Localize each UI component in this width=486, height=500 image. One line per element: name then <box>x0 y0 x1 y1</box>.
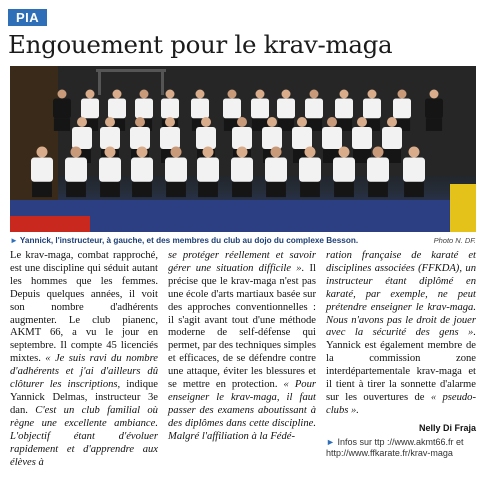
yellow-mat <box>450 184 476 232</box>
quote-2: C'est un club familial où règne une excellente ambiance. L'objectif étant d'évoluer rapidement et d'apprendre aux élèves à <box>10 404 158 468</box>
commission-text: Yannick est également membre de la commission zone interdépartementale krav-maga et il tient à tirer la sonnette d'alarme sur les ouvertures de <box>326 340 476 403</box>
quote-continuation: se protéger réellement et savoir gérer une situation difficile ». <box>168 250 316 274</box>
info-links <box>326 437 476 460</box>
quote-3-continuation: ration française de karaté et disciplines associées (FFKDA), un instructeur étant diplômé en karaté, par exemple, ne peut prétendre enseigner le krav-maga. Nous n'avons pas le droit de jouer avec la sécurité des gens ». <box>326 250 476 339</box>
group-photo-illustration <box>10 66 476 232</box>
author-byline: Nelly Di Fraja <box>418 422 476 433</box>
article-headline: Engouement pour le krav-maga <box>8 30 393 59</box>
pullup-bar-post-left <box>98 69 101 95</box>
photo-caption <box>10 234 476 248</box>
speaker-attribution: indique Yannick Delmas, instructeur 3e dan. <box>10 379 158 416</box>
caption-arrow-icon: ► <box>10 236 18 245</box>
group-photo <box>10 66 476 232</box>
quote-3: « Pour enseigner le krav-maga, il faut passer des examens aboutissant à des diplômes dans cette discipline. Malgré l'affiliation à la Fédé- <box>168 379 317 442</box>
quote-4: « pseudo-clubs ». <box>326 391 476 416</box>
quote-1: « Je suis ravi du nombre d'adhérents et j'ai d'ailleurs dû clôturer les inscriptions, <box>10 353 159 391</box>
section-tag: PIA <box>8 9 47 26</box>
intro-text: Le krav-maga, combat rapproché, est une discipline qui séduit autant les hommes que les femmes. Depuis quelques années, il voit son nombre d'adhérents augmenter. Le club pianenc, AKMT 66, a vu le jour en septembre. Il compte 45 licenciés mixtes. <box>10 250 158 365</box>
method-description: Il précise que le krav-maga n'est pas une école d'arts martiaux basée sur des approches conventionnelles : il s'agit avant tout d'une méthode moderne de self-défense qui permet, par des techniques simples et efficaces, de se défendre contre une attaque, éviter les blessures et se mettre en protection. <box>168 262 316 391</box>
pullup-bar-post-right <box>161 69 164 95</box>
red-mat <box>10 216 90 232</box>
article-column-1 <box>10 250 158 469</box>
pullup-bar <box>96 69 166 72</box>
caption-text: Yannick, l'instructeur, à gauche, et des membres du club au dojo du complexe Besson. <box>19 236 359 245</box>
article-column-2 <box>168 250 316 444</box>
article-column-3 <box>326 250 476 460</box>
info-text: Infos sur ttp ://www.akmt66.fr et http://www.ffkarate.fr/krav-maga <box>326 436 464 459</box>
info-arrow-icon: ► <box>326 436 335 447</box>
photo-credit: Photo N. DF. <box>433 236 476 245</box>
